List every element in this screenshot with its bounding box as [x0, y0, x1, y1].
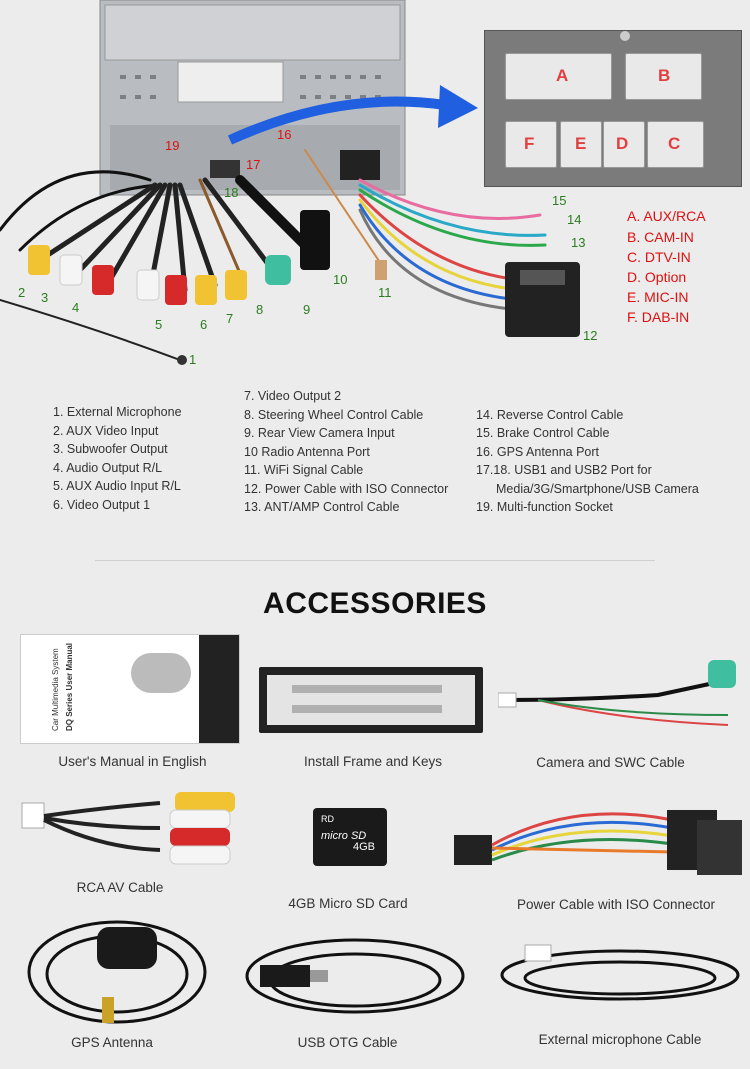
desc-3: 3. Subwoofer Output [53, 442, 168, 456]
install-frame-image [259, 667, 483, 733]
desc-13: 13. ANT/AMP Control Cable [244, 500, 400, 514]
callout-11: 11 [378, 285, 392, 300]
manual-cover-subtext: DQ Series User Manual [65, 642, 74, 731]
callout-6: 6 [200, 317, 208, 332]
callout-3: 3 [41, 290, 49, 305]
desc-7: 7. Video Output 2 [244, 389, 342, 403]
connector-b [625, 53, 702, 100]
desc-11: 11. WiFi Signal Cable [244, 463, 364, 477]
legend-b: B. CAM-IN [627, 229, 694, 245]
camera-swc-cable-image [498, 655, 743, 750]
desc-8: 8. Steering Wheel Control Cable [244, 408, 424, 422]
legend-a: A. AUX/RCA [627, 208, 706, 224]
desc-10: 10 Radio Antenna Port [244, 445, 370, 459]
connector-e-label: E [575, 134, 587, 153]
callout-17: 17 [246, 157, 261, 172]
callout-5: 5 [155, 317, 163, 332]
desc-17-18: 17.18. USB1 and USB2 Port for [476, 463, 652, 477]
acc-label-manual: User's Manual in English [58, 754, 207, 769]
screw-icon [620, 31, 630, 41]
acc-label-gps: GPS Antenna [71, 1035, 153, 1050]
desc-16: 16. GPS Antenna Port [476, 445, 599, 459]
desc-4: 4. Audio Output R/L [53, 461, 163, 475]
callout-2: 2 [18, 285, 26, 300]
acc-label-frame: Install Frame and Keys [303, 754, 443, 769]
connector-d-label: D [616, 134, 629, 153]
sd-card-image [313, 808, 387, 866]
sd-card-brand: RD [321, 814, 334, 824]
callout-12: 12 [583, 328, 598, 343]
acc-label-camera-swc: Camera and SWC Cable [536, 755, 685, 770]
callout-18: 18 [224, 185, 239, 200]
acc-label-usb: USB OTG Cable [297, 1035, 398, 1050]
gps-antenna-image [22, 912, 212, 1030]
desc-2: 2. AUX Video Input [53, 424, 159, 438]
callout-1: 1 [189, 352, 197, 367]
power-cable-image [452, 790, 747, 885]
connector-a-label: A [556, 66, 569, 85]
sd-card-type: micro SD [321, 830, 367, 842]
connector-b-label: B [658, 66, 671, 85]
desc-9: 9. Rear View Camera Input [244, 426, 395, 440]
manual-cover-text: Car Multimedia System [51, 648, 60, 731]
callout-13: 13 [571, 235, 586, 250]
manual-image [20, 634, 240, 744]
accessories-title: ACCESSORIES [263, 587, 487, 620]
callout-7: 7 [226, 311, 234, 326]
desc-5: 5. AUX Audio Input R/L [53, 479, 181, 493]
legend-e: E. MIC-IN [627, 289, 689, 305]
connector-inset [484, 30, 742, 187]
desc-1: 1. External Microphone [53, 405, 182, 419]
sd-card-size: 4GB [353, 841, 376, 853]
legend-d: D. Option [627, 269, 687, 285]
callout-4: 4 [72, 300, 80, 315]
desc-19: 19. Multi-function Socket [476, 500, 613, 514]
callout-19: 19 [165, 138, 180, 153]
connector-e [560, 121, 602, 168]
mic-cable-image [495, 940, 745, 1010]
desc-6: 6. Video Output 1 [53, 498, 151, 512]
acc-label-power: Power Cable with ISO Connector [516, 897, 716, 912]
callout-16: 16 [277, 127, 292, 142]
acc-label-rca: RCA AV Cable [76, 880, 164, 895]
connector-c [647, 121, 704, 168]
usb-otg-cable-image [240, 930, 470, 1022]
legend-c: C. DTV-IN [627, 249, 691, 265]
callout-9: 9 [303, 302, 311, 317]
acc-label-sd: 4GB Micro SD Card [288, 896, 408, 911]
rca-av-cable-image [20, 788, 250, 868]
callout-10: 10 [333, 272, 348, 287]
desc-15: 15. Brake Control Cable [476, 426, 610, 440]
legend-f: F. DAB-IN [627, 309, 690, 325]
connector-d [603, 121, 645, 168]
connector-f-label: F [524, 134, 535, 153]
connector-c-label: C [668, 134, 681, 153]
desc-14: 14. Reverse Control Cable [476, 408, 624, 422]
connector-f [505, 121, 557, 168]
section-divider [95, 560, 655, 561]
desc-17-18-cont: Media/3G/Smartphone/USB Camera [496, 482, 699, 496]
callout-14: 14 [567, 212, 582, 227]
callout-15: 15 [552, 193, 567, 208]
desc-12: 12. Power Cable with ISO Connector [244, 482, 449, 496]
callout-8: 8 [256, 302, 264, 317]
acc-label-mic: External microphone Cable [538, 1032, 702, 1047]
connector-a [505, 53, 612, 100]
